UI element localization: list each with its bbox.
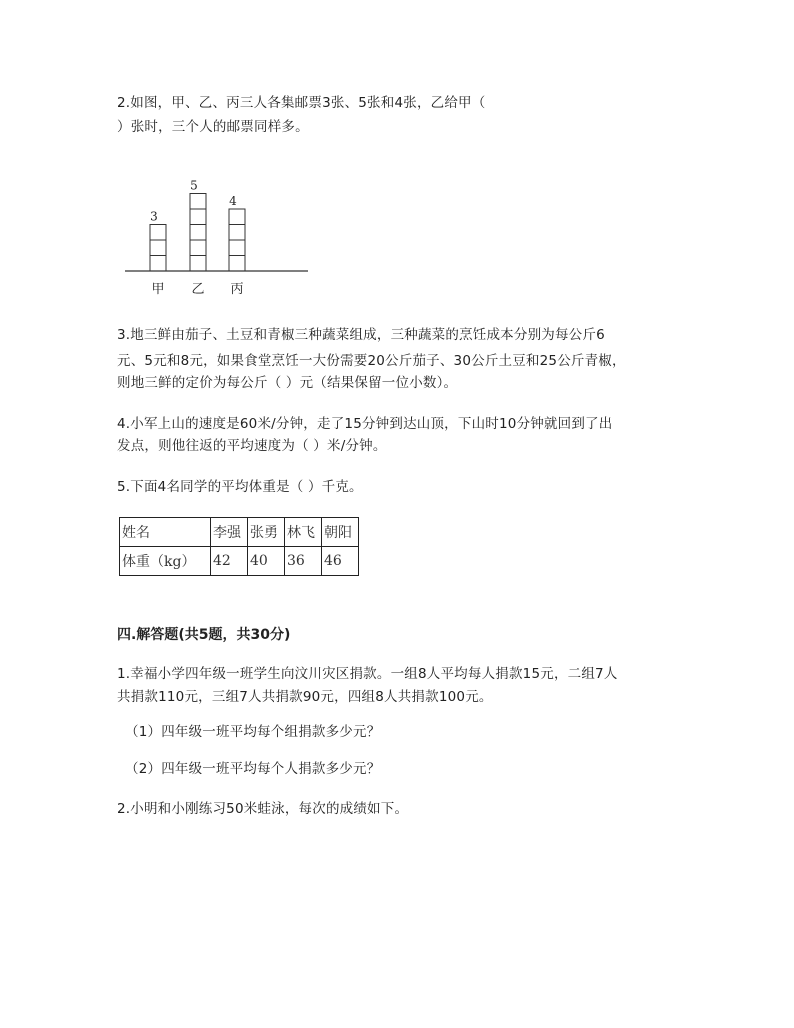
stamp-square [150,240,166,256]
table-cell: 46 [322,547,359,576]
table-cell: 体重（kg） [120,547,211,576]
answer-1-line-1: 1.幸福小学四年级一班学生向汶川灾区捐款。一组8人平均每人捐款15元，二组7人 [117,666,618,682]
stamp-square [150,256,166,272]
answer-2-line-1: 2.小明和小刚练习50米蛙泳，每次的成绩如下。 [117,801,409,817]
table-cell: 40 [248,547,285,576]
value-label: 3 [150,209,158,224]
stamp-square [190,225,206,241]
stamp-square [190,194,206,210]
stamp-square [229,256,245,272]
table-row [120,518,359,547]
category-label: 甲 [151,282,165,297]
answer-1-subquestion-1: （1）四年级一班平均每个组捐款多少元？ [125,724,381,740]
question-3-line-1: 3.地三鲜由茄子、土豆和青椒三种蔬菜组成，三种蔬菜的烹饪成本分别为每公斤6 [117,327,605,343]
stamp-square [229,225,245,241]
table-row [120,547,359,576]
table-header-cell: 张勇 [248,518,285,547]
answer-1-subquestion-2: （2）四年级一班平均每个人捐款多少元？ [125,761,381,777]
section-heading: 四.解答题(共5题，共30分) [117,627,291,643]
stamp-stack-chart [120,170,320,300]
table-cell: 42 [211,547,248,576]
question-5-line-1: 5.下面4名同学的平均体重是（ ）千克。 [117,479,363,495]
question-3-line-3: 则地三鲜的定价为每公斤（ ）元（结果保留一位小数）。 [117,375,458,391]
category-label: 丙 [230,282,244,297]
value-label: 4 [229,194,237,208]
question-2-line-1: 2.如图，甲、乙、丙三人各集邮票3张、5张和4张，乙给甲（ [117,95,486,111]
answer-1-line-2: 共捐款110元，三组7人共捐款90元，四组8人共捐款100元。 [117,689,493,705]
stamp-square [229,209,245,225]
table-header-cell: 姓名 [120,518,211,547]
question-3-line-2: 元、5元和8元，如果食堂烹饪一大份需要20公斤茄子、30公斤土豆和25公斤青椒， [117,353,626,369]
stamp-square [229,240,245,256]
value-label: 5 [190,178,198,193]
table-header-cell: 朝阳 [322,518,359,547]
category-label: 乙 [191,282,205,297]
table-header-cell: 林飞 [285,518,322,547]
weight-table [119,517,359,576]
stamp-square [190,209,206,225]
table-header-cell: 李强 [211,518,248,547]
stamp-square [190,240,206,256]
stamp-square [150,225,166,241]
question-4-line-2: 发点，则他往返的平均速度为（ ）米/分钟。 [117,438,387,454]
question-4-line-1: 4.小军上山的速度是60米/分钟，走了15分钟到达山顶，下山时10分钟就回到了出 [117,416,613,432]
table-cell: 36 [285,547,322,576]
stamp-square [190,256,206,272]
question-2-line-2: ）张时，三个人的邮票同样多。 [117,119,309,135]
